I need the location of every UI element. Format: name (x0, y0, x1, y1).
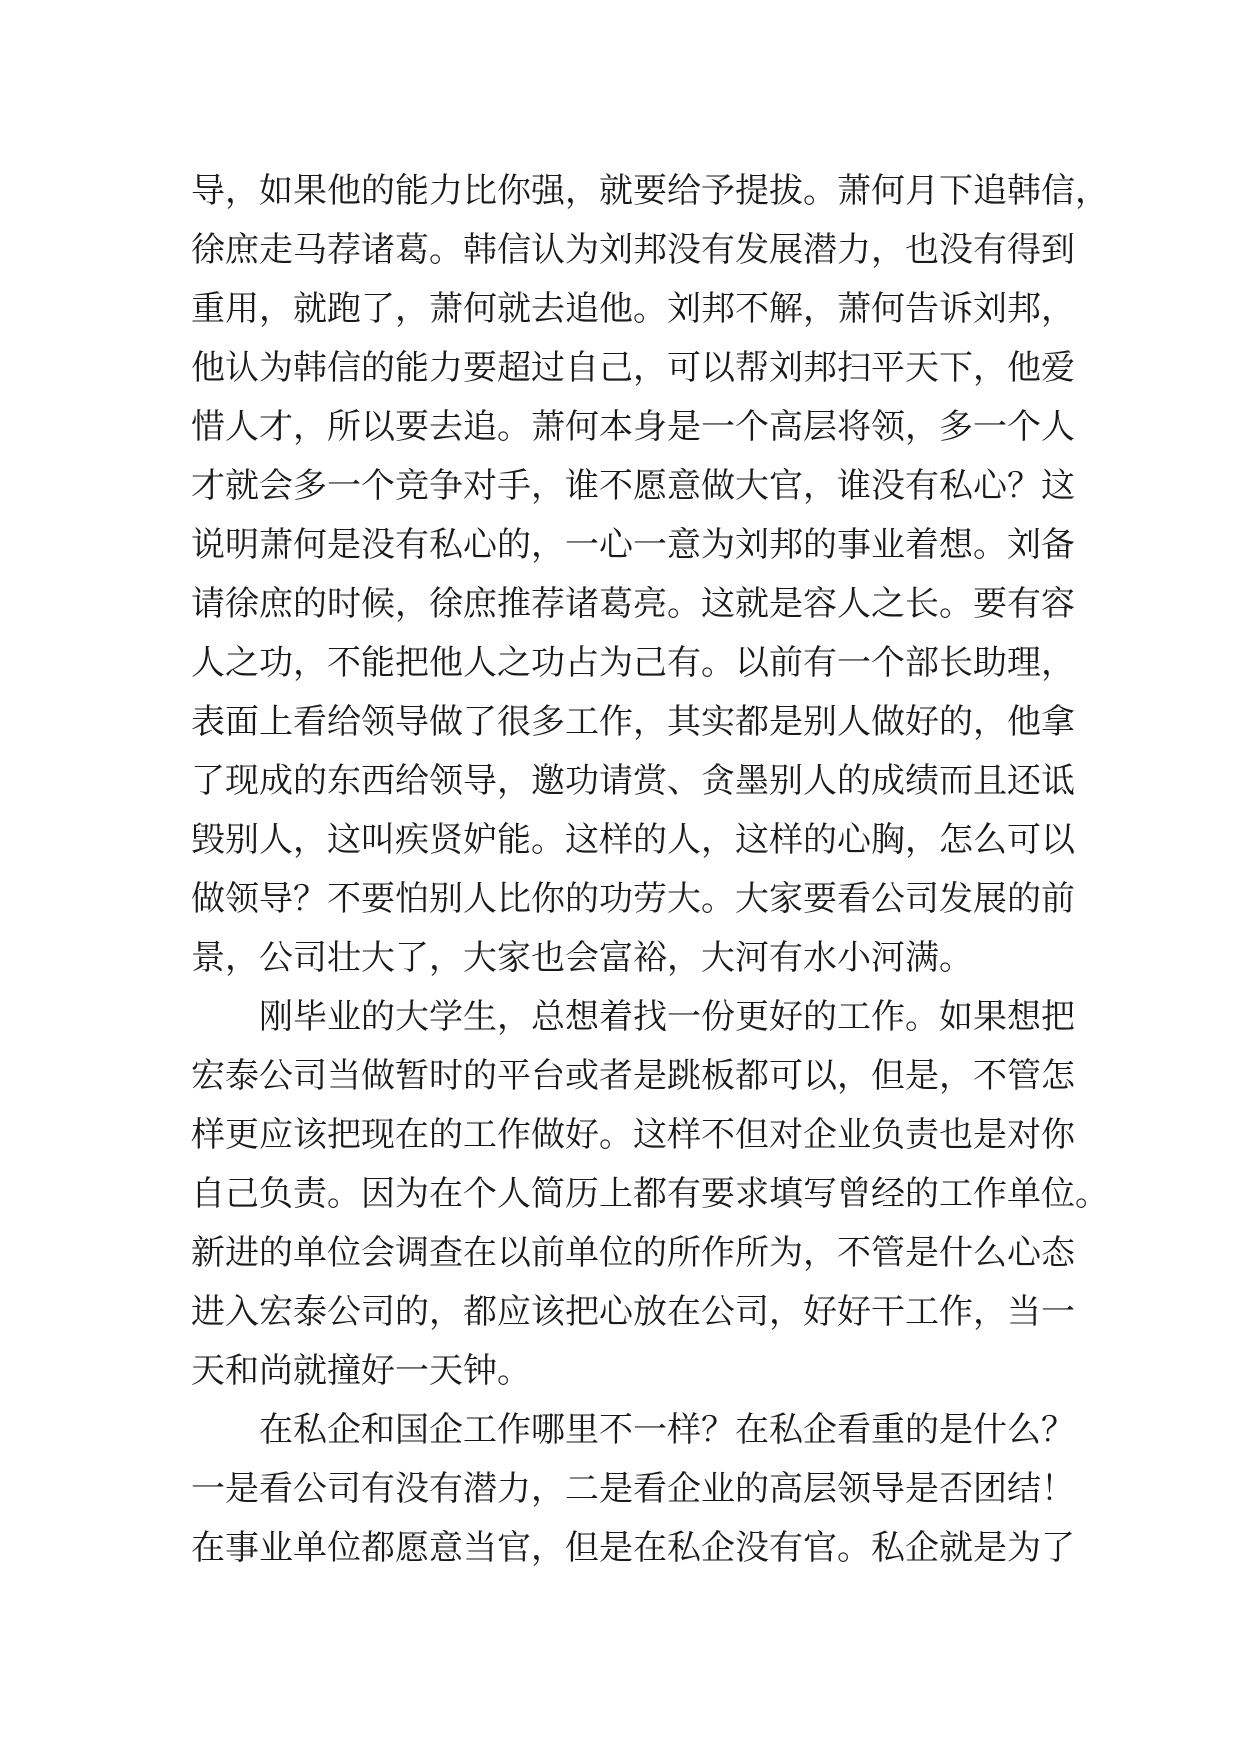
text-line: 在事业单位都愿意当官，但是在私企没有官。私企就是为了 (191, 1528, 1075, 1568)
paragraph-3 (191, 1401, 1075, 1578)
text-line: 一是看公司有没有潜力，二是看企业的高层领导是否团结！ (191, 1469, 1075, 1509)
text-line: 了现成的东西给领导，邀功请赏、贪墨别人的成绩而且还诋 (191, 761, 1075, 801)
text-line: 在私企和国企工作哪里不一样？在私企看重的是什么？ (259, 1410, 1075, 1450)
text-line: 说明萧何是没有私心的，一心一意为刘邦的事业着想。刘备 (191, 525, 1075, 565)
text-line: 重用，就跑了，萧何就去追他。刘邦不解，萧何告诉刘邦， (191, 289, 1075, 329)
text-line: 新进的单位会调查在以前单位的所作所为，不管是什么心态 (191, 1233, 1075, 1273)
text-line: 进入宏泰公司的，都应该把心放在公司，好好干工作，当一 (191, 1292, 1075, 1332)
text-line: 自己负责。因为在个人简历上都有要求填写曾经的工作单位。 (191, 1174, 1109, 1214)
text-line: 宏泰公司当做暂时的平台或者是跳板都可以，但是，不管怎 (191, 1056, 1075, 1096)
paragraph-1 (191, 162, 1109, 988)
text-line: 毁别人，这叫疾贤妒能。这样的人，这样的心胸，怎么可以 (191, 820, 1075, 860)
text-line: 导，如果他的能力比你强，就要给予提拔。萧何月下追韩信， (191, 171, 1109, 211)
text-line: 惜人才，所以要去追。萧何本身是一个高层将领，多一个人 (191, 407, 1075, 447)
text-line: 请徐庶的时候，徐庶推荐诸葛亮。这就是容人之长。要有容 (191, 584, 1075, 624)
text-line: 景，公司壮大了，大家也会富裕，大河有水小河满。 (191, 938, 973, 978)
text-line: 做领导？不要怕别人比你的功劳大。大家要看公司发展的前 (191, 879, 1075, 919)
text-line: 刚毕业的大学生，总想着找一份更好的工作。如果想把 (259, 997, 1075, 1037)
text-line: 他认为韩信的能力要超过自己，可以帮刘邦扫平天下，他爱 (191, 348, 1075, 388)
text-line: 人之功，不能把他人之功占为己有。以前有一个部长助理， (191, 643, 1075, 683)
document-body (191, 162, 1109, 1578)
text-line: 样更应该把现在的工作做好。这样不但对企业负责也是对你 (191, 1115, 1075, 1155)
text-line: 表面上看给领导做了很多工作，其实都是别人做好的，他拿 (191, 702, 1075, 742)
text-line: 天和尚就撞好一天钟。 (191, 1351, 531, 1391)
text-line: 徐庶走马荐诸葛。韩信认为刘邦没有发展潜力，也没有得到 (191, 230, 1075, 270)
paragraph-2 (191, 988, 1109, 1401)
text-line: 才就会多一个竞争对手，谁不愿意做大官，谁没有私心？这 (191, 466, 1075, 506)
